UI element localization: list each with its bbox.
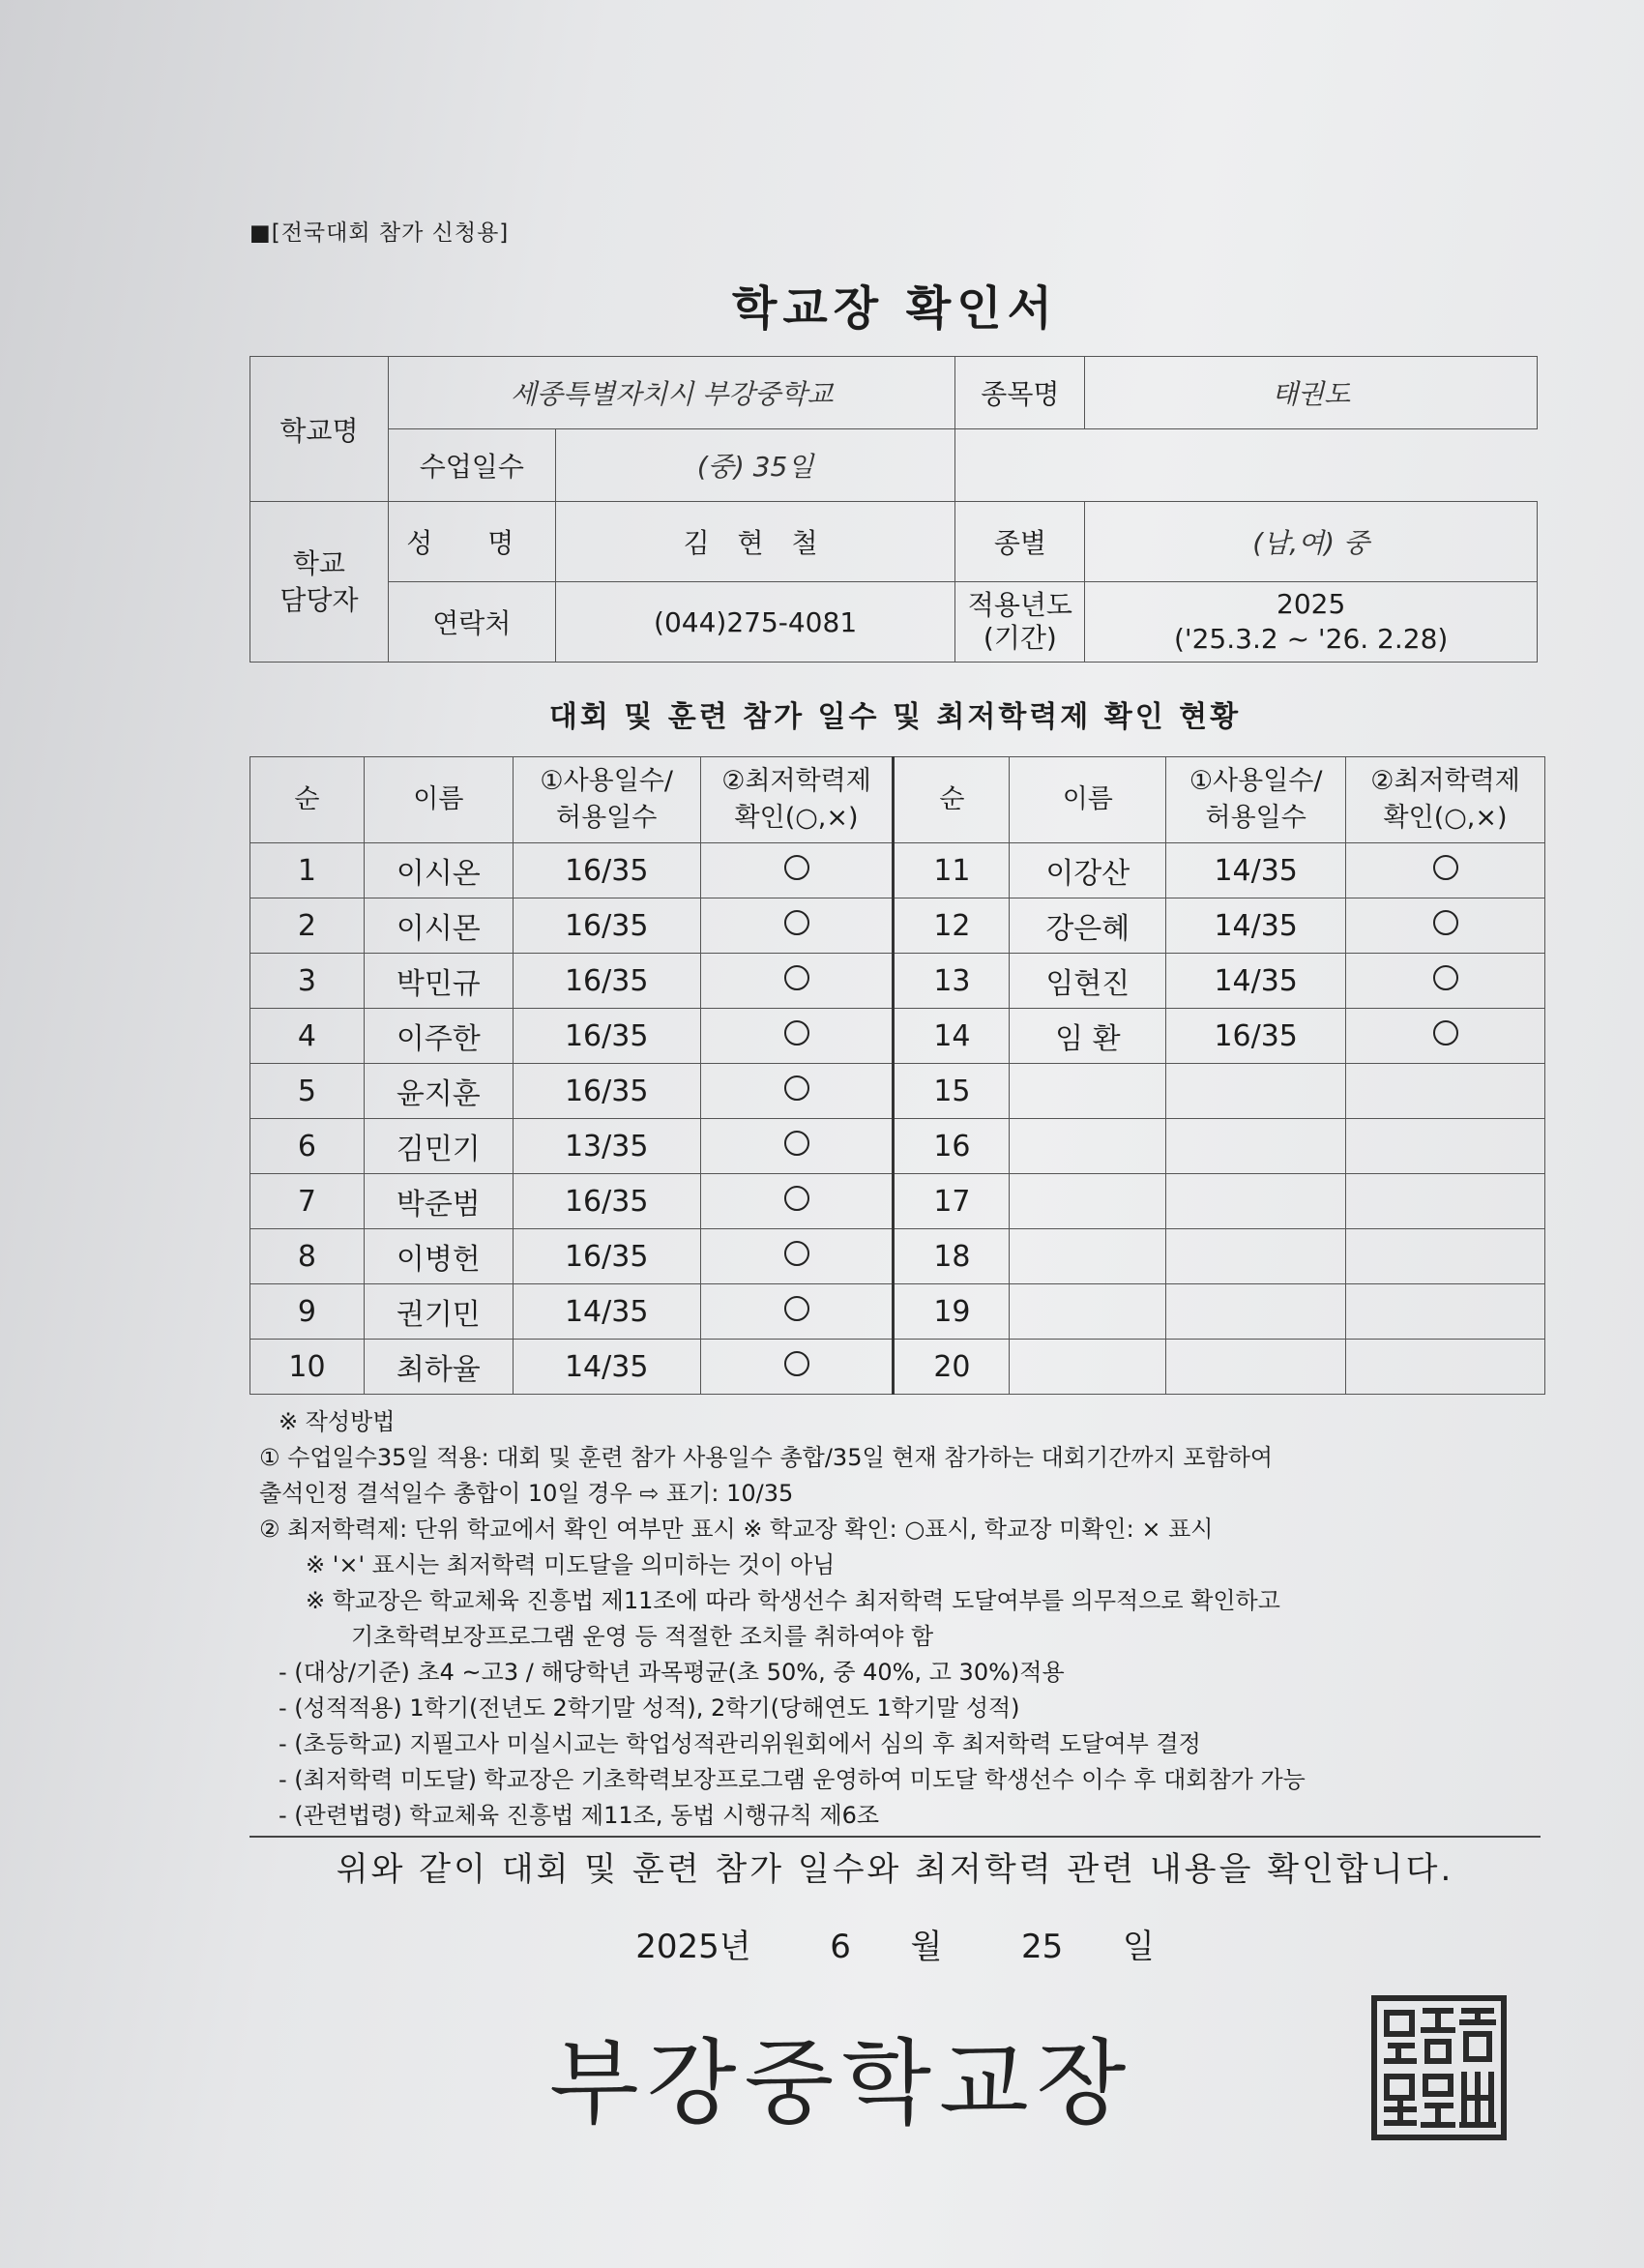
student-name: 박민규 xyxy=(364,954,513,1009)
circle-check-icon xyxy=(1433,1020,1458,1046)
document-title: 학교장 확인서 xyxy=(732,281,1058,336)
academic-check xyxy=(1346,1340,1545,1395)
student-name: 이시몬 xyxy=(364,898,513,954)
school-days-label: 수업일수 xyxy=(388,429,555,502)
circle-check-icon xyxy=(784,1075,809,1101)
col-header-name: 이름 xyxy=(1010,757,1166,843)
school-name-value: 세종특별자치시 부강중학교 xyxy=(388,357,955,429)
circle-check-icon xyxy=(784,1186,809,1211)
student-name xyxy=(1010,1229,1166,1284)
academic-check xyxy=(1346,843,1545,898)
note-line: 출석인정 결석일수 총합이 10일 경우 ⇨ 표기: 10/35 xyxy=(259,1480,794,1507)
used-days: 16/35 xyxy=(1166,1009,1346,1064)
note-line: ※ '×' 표시는 최저학력 미도달을 의미하는 것이 아님 xyxy=(306,1551,836,1578)
student-name xyxy=(1010,1174,1166,1229)
academic-check xyxy=(1346,1119,1545,1174)
academic-check xyxy=(1346,1064,1545,1119)
row-number: 2 xyxy=(250,898,365,954)
school-days-value: (중) 35일 xyxy=(555,429,955,502)
academic-check xyxy=(1346,898,1545,954)
circle-check-icon xyxy=(784,1351,809,1376)
confirmation-statement: 위와 같이 대회 및 훈련 참가 일수와 최저학력 관련 내용을 확인합니다. xyxy=(336,1850,1454,1889)
date-month-unit: 월 xyxy=(910,1928,943,1966)
notes-heading: ※ 작성방법 xyxy=(279,1408,396,1435)
row-number: 1 xyxy=(250,843,365,898)
student-name: 최하율 xyxy=(364,1340,513,1395)
gender-value: (남,여) 중 xyxy=(1085,502,1538,582)
form-type-tag: ■[전국대회 참가 신청용] xyxy=(250,221,510,246)
academic-check xyxy=(700,1229,894,1284)
circle-check-icon xyxy=(784,965,809,990)
col-header-check: ②최저학력제 확인(○,×) xyxy=(1346,757,1545,843)
circle-check-icon xyxy=(1433,910,1458,935)
table-row xyxy=(250,843,1545,898)
col-header-days: ①사용일수/ 허용일수 xyxy=(513,757,700,843)
used-days: 14/35 xyxy=(1166,843,1346,898)
row-number: 11 xyxy=(894,843,1010,898)
school-name-label: 학교명 xyxy=(250,357,389,502)
student-name xyxy=(1010,1340,1166,1395)
used-days xyxy=(1166,1119,1346,1174)
student-name: 강은혜 xyxy=(1010,898,1166,954)
circle-check-icon xyxy=(784,855,809,880)
academic-check xyxy=(700,898,894,954)
apply-year-cell xyxy=(1085,582,1538,663)
col-header-check: ②최저학력제 확인(○,×) xyxy=(700,757,894,843)
academic-check xyxy=(1346,1009,1545,1064)
student-name: 이주한 xyxy=(364,1009,513,1064)
academic-check xyxy=(1346,954,1545,1009)
row-number: 20 xyxy=(894,1340,1010,1395)
table-row xyxy=(250,1119,1545,1174)
table-row xyxy=(250,1340,1545,1395)
col-header-no: 순 xyxy=(250,757,365,843)
academic-check xyxy=(700,1174,894,1229)
student-name xyxy=(1010,1064,1166,1119)
apply-period-value: ('25.3.2 ~ '26. 2.28) xyxy=(1173,623,1449,655)
official-seal-stamp xyxy=(1371,1995,1507,2140)
circle-check-icon xyxy=(784,910,809,935)
student-name: 김민기 xyxy=(364,1119,513,1174)
table-row xyxy=(250,954,1545,1009)
table-row xyxy=(250,1009,1545,1064)
row-number: 18 xyxy=(894,1229,1010,1284)
row-number: 8 xyxy=(250,1229,365,1284)
academic-check xyxy=(700,1064,894,1119)
note-line: - (초등학교) 지필고사 미실시교는 학업성적관리위원회에서 심의 후 최저학력 도달여부 결정 xyxy=(279,1730,1201,1757)
participation-rows xyxy=(250,843,1545,1395)
used-days: 16/35 xyxy=(513,1009,700,1064)
academic-check xyxy=(700,1284,894,1340)
col-header-no: 순 xyxy=(894,757,1010,843)
manager-label: 학교 담당자 xyxy=(250,502,389,663)
row-number: 19 xyxy=(894,1284,1010,1340)
used-days: 16/35 xyxy=(513,954,700,1009)
student-name: 임 환 xyxy=(1010,1009,1166,1064)
gender-label: 종별 xyxy=(955,502,1085,582)
note-line: - (대상/기준) 초4 ~고3 / 해당학년 과목평균(초 50%, 중 40%, 고 30%)적용 xyxy=(279,1659,1065,1686)
table-row xyxy=(250,898,1545,954)
academic-check xyxy=(700,1009,894,1064)
row-number: 3 xyxy=(250,954,365,1009)
used-days: 16/35 xyxy=(513,1174,700,1229)
note-line: - (성적적용) 1학기(전년도 2학기말 성적), 2학기(당해연도 1학기말 성적) xyxy=(279,1694,1020,1722)
used-days xyxy=(1166,1284,1346,1340)
writing-instructions xyxy=(259,1404,1545,1834)
row-number: 12 xyxy=(894,898,1010,954)
row-number: 15 xyxy=(894,1064,1010,1119)
used-days: 14/35 xyxy=(1166,954,1346,1009)
table-row xyxy=(250,1284,1545,1340)
table-row xyxy=(250,1174,1545,1229)
circle-check-icon xyxy=(784,1241,809,1266)
student-name: 이병헌 xyxy=(364,1229,513,1284)
academic-check xyxy=(1346,1229,1545,1284)
student-name xyxy=(1010,1284,1166,1340)
academic-check xyxy=(1346,1284,1545,1340)
student-name: 윤지훈 xyxy=(364,1064,513,1119)
academic-check xyxy=(700,1119,894,1174)
used-days: 14/35 xyxy=(1166,898,1346,954)
row-number: 10 xyxy=(250,1340,365,1395)
apply-year-value: 2025 xyxy=(1277,588,1346,620)
divider xyxy=(250,1836,1541,1838)
sport-value: 태권도 xyxy=(1085,357,1538,429)
used-days: 13/35 xyxy=(513,1119,700,1174)
participation-table xyxy=(250,756,1545,1395)
col-header-days: ①사용일수/ 허용일수 xyxy=(1166,757,1346,843)
student-name: 박준범 xyxy=(364,1174,513,1229)
row-number: 16 xyxy=(894,1119,1010,1174)
student-name xyxy=(1010,1119,1166,1174)
seal-glyphs-icon xyxy=(1377,2001,1501,2135)
circle-check-icon xyxy=(1433,855,1458,880)
circle-check-icon xyxy=(784,1296,809,1321)
school-info-table xyxy=(250,356,1538,663)
circle-check-icon xyxy=(784,1131,809,1156)
date-day: 25 xyxy=(1021,1928,1064,1966)
academic-check xyxy=(700,954,894,1009)
contact-value: (044)275-4081 xyxy=(555,582,955,663)
row-number: 7 xyxy=(250,1174,365,1229)
row-number: 5 xyxy=(250,1064,365,1119)
table-row xyxy=(250,1064,1545,1119)
table-header-row xyxy=(250,757,1545,843)
row-number: 6 xyxy=(250,1119,365,1174)
used-days xyxy=(1166,1174,1346,1229)
contact-label: 연락처 xyxy=(388,582,555,663)
note-line: - (관련법령) 학교체육 진흥법 제11조, 동법 시행규칙 제6조 xyxy=(279,1802,880,1829)
used-days: 16/35 xyxy=(513,1229,700,1284)
student-name: 이강산 xyxy=(1010,843,1166,898)
used-days: 14/35 xyxy=(513,1284,700,1340)
row-number: 17 xyxy=(894,1174,1010,1229)
apply-year-label: 적용년도 (기간) xyxy=(955,582,1085,663)
date-year: 2025년 xyxy=(635,1928,751,1966)
used-days xyxy=(1166,1229,1346,1284)
principal-name: 부강중학교장 xyxy=(549,2029,1134,2137)
note-line: ※ 학교장은 학교체육 진흥법 제11조에 따라 학생선수 최저학력 도달여부를 의무적으로 확인하고 xyxy=(306,1587,1280,1614)
manager-name-label: 성 명 xyxy=(388,502,555,582)
used-days: 16/35 xyxy=(513,898,700,954)
col-header-name: 이름 xyxy=(364,757,513,843)
academic-check xyxy=(700,843,894,898)
date-month: 6 xyxy=(830,1928,851,1966)
academic-check xyxy=(700,1340,894,1395)
student-name: 권기민 xyxy=(364,1284,513,1340)
issue-date xyxy=(250,1920,1541,1967)
used-days xyxy=(1166,1340,1346,1395)
student-name: 이시온 xyxy=(364,843,513,898)
status-subtitle: 대회 및 훈련 참가 일수 및 최저학력제 확인 현황 xyxy=(548,700,1242,734)
note-line: - (최저학력 미도달) 학교장은 기초학력보장프로그램 운영하여 미도달 학생선수 이수 후 대회참가 가능 xyxy=(279,1766,1306,1793)
circle-check-icon xyxy=(1433,965,1458,990)
used-days: 16/35 xyxy=(513,1064,700,1119)
used-days: 14/35 xyxy=(513,1340,700,1395)
used-days xyxy=(1166,1064,1346,1119)
table-row xyxy=(250,1229,1545,1284)
note-line: ① 수업일수35일 적용: 대회 및 훈련 참가 사용일수 총합/35일 현재 참가하는 대회기간까지 포함하여 xyxy=(259,1444,1274,1471)
circle-check-icon xyxy=(784,1020,809,1046)
row-number: 9 xyxy=(250,1284,365,1340)
used-days: 16/35 xyxy=(513,843,700,898)
note-line: ② 최저학력제: 단위 학교에서 확인 여부만 표시 ※ 학교장 확인: ○표시, 학교장 미확인: × 표시 xyxy=(259,1516,1214,1543)
row-number: 4 xyxy=(250,1009,365,1064)
row-number: 14 xyxy=(894,1009,1010,1064)
row-number: 13 xyxy=(894,954,1010,1009)
note-line: 기초학력보장프로그램 운영 등 적절한 조치를 취하여야 함 xyxy=(351,1623,934,1650)
academic-check xyxy=(1346,1174,1545,1229)
sport-label: 종목명 xyxy=(955,357,1085,429)
date-day-unit: 일 xyxy=(1122,1928,1155,1966)
manager-name-value: 김 현 철 xyxy=(555,502,955,582)
student-name: 임현진 xyxy=(1010,954,1166,1009)
